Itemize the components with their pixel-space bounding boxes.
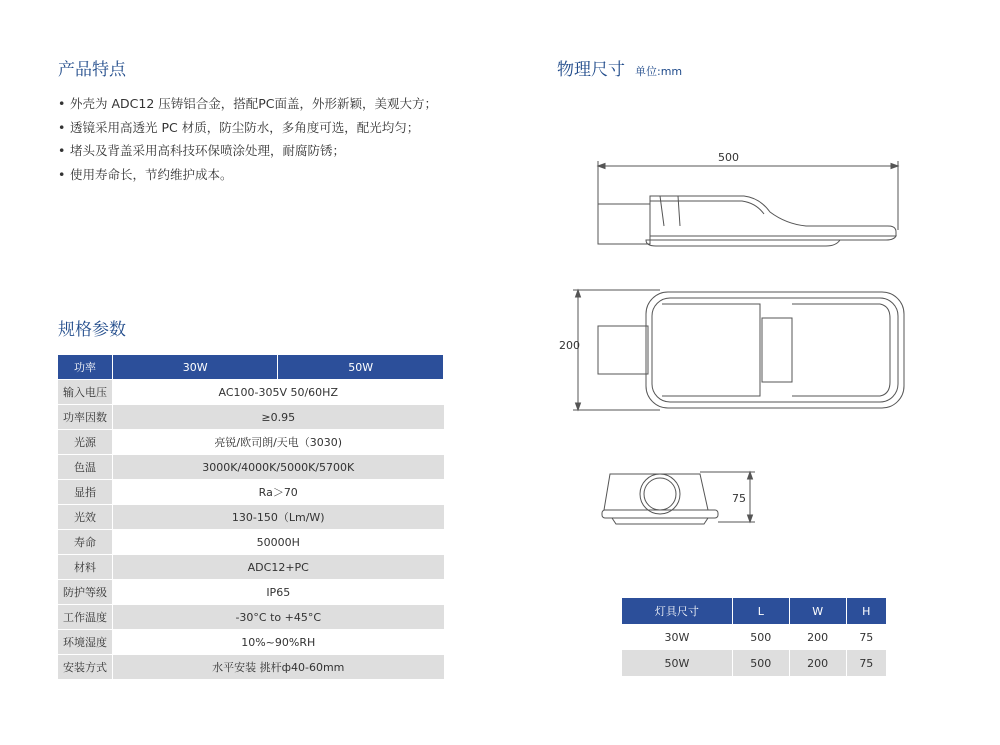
table-row: 光源 亮锐/欧司朗/天电（3030) (58, 430, 444, 455)
table-row: 色温 3000K/4000K/5000K/5700K (58, 455, 444, 480)
end-view-drawing (602, 474, 718, 524)
table-row: 显指 Ra＞70 (58, 480, 444, 505)
length-label: 500 (718, 151, 739, 164)
height-label: 75 (732, 492, 746, 505)
features-title: 产品特点 (58, 60, 126, 80)
dimension-header-w: W (789, 598, 846, 624)
table-row: 30W 500 200 75 (622, 624, 887, 650)
width-label: 200 (559, 339, 580, 352)
top-view-drawing (598, 292, 904, 408)
feature-item: • 透镜采用高透光 PC 材质，防尘防水，多角度可选，配光均匀； (58, 119, 420, 135)
table-row: 功率因数 ≥0.95 (58, 405, 444, 430)
dimension-header-l: L (732, 598, 789, 624)
dimension-header-row (622, 598, 887, 624)
table-row: 工作温度 -30°C to +45°C (58, 605, 444, 630)
spec-header-name: 功率 (58, 355, 113, 380)
table-row: 光效 130-150（Lm/W) (58, 505, 444, 530)
dimension-table (622, 598, 887, 676)
height-dimension-line (700, 472, 755, 522)
table-row: 防护等级 IP65 (58, 580, 444, 605)
table-row: 寿命 50000H (58, 530, 444, 555)
table-row: 安装方式 水平安装 挑杆ф40-60mm (58, 655, 444, 680)
table-row: 输入电压 AC100-305V 50/60HZ (58, 380, 444, 405)
table-row: 环境湿度 10%~90%RH (58, 630, 444, 655)
table-row: 50W 500 200 75 (622, 650, 887, 676)
spec-header-30w: 30W (113, 355, 278, 380)
feature-item: • 外壳为 ADC12 压铸铝合金，搭配PC面盖，外形新颖，美观大方； (58, 96, 438, 111)
dimensions-title: 物理尺寸 单位:mm (557, 60, 683, 80)
unit-label: 单位:mm (635, 65, 683, 78)
feature-item: • 使用寿命长，节约维护成本。 (58, 166, 233, 182)
side-view-drawing (598, 196, 896, 246)
specs-title: 规格参数 (58, 320, 126, 340)
dimension-header-name: 灯具尺寸 (622, 598, 732, 624)
feature-item: • 堵头及背盖采用高科技环保喷涂处理，耐腐防锈； (58, 143, 346, 158)
spec-header-50w: 50W (278, 355, 444, 380)
table-row: 材料 ADC12+PC (58, 555, 444, 580)
dimension-header-h: H (846, 598, 886, 624)
